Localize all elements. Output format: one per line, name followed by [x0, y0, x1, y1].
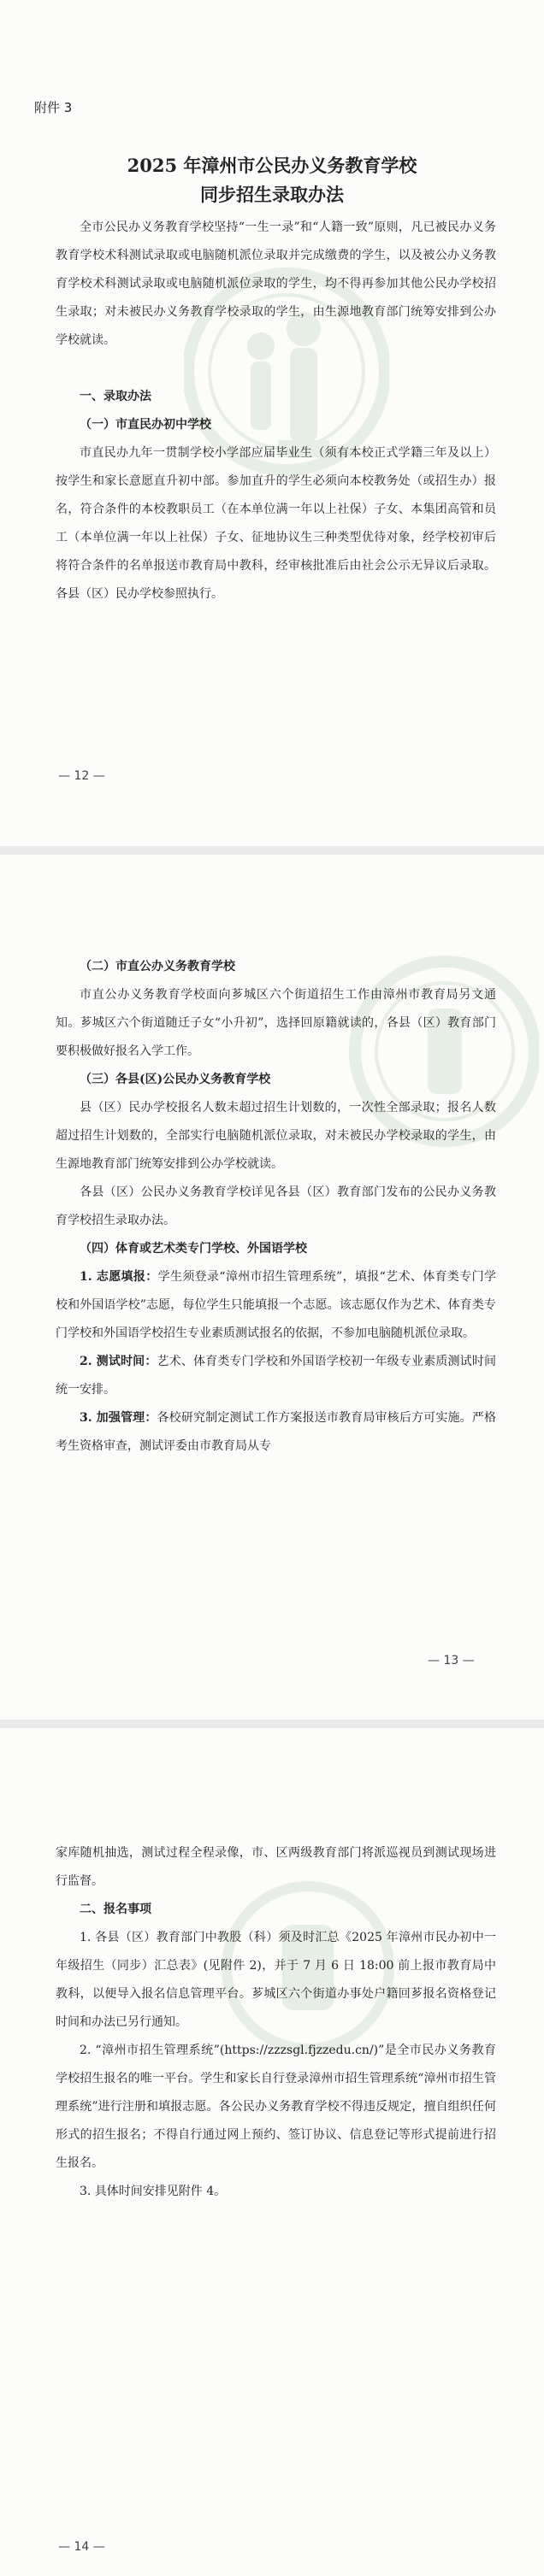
document-title: 2025 年漳州市公民办义务教育学校 [127, 155, 417, 176]
document-page-13 [0, 855, 544, 1720]
subsection-2 [56, 953, 496, 1461]
list-item-2 [56, 1348, 496, 1404]
list-item-text: 各校研究制定测试工作方案报送市教育局审核后方可实施。严格考生资格审查，测试评委由市教育局从专 [56, 1411, 496, 1453]
page-number: — 14 — [58, 2540, 105, 2554]
list-item-1: 1. 各县（区）教育部门中教股（科）须及时汇总《2025 年漳州市民办初中一年级招生（同步）汇总表》(见附件 2)，并于 7 月 6 日 18:00 前上报市教育局中教科，以便导入报名信息管理平台。芗城区六个街道办事处户籍回芗报名资格登记时间和办法已另行通知。 [56, 1931, 496, 2029]
document-page-12 [0, 0, 544, 846]
document-page-14 [0, 1728, 544, 2576]
list-item-3: 3. 具体时间安排见附件 4。 [80, 2185, 227, 2198]
list-item-1 [56, 1263, 496, 1348]
list-item-label: 2. 测试时间： [80, 1355, 157, 1368]
list-item-3 [56, 1404, 496, 1461]
subsection-heading-2: （二）市直公办义务教育学校 [80, 960, 235, 973]
subsection-body-2: 市直公办义务教育学校面向芗城区六个街道招生工作由漳州市教育局另文通知。芗城区六个街道随迁子女“小升初”，选择回原籍就读的，各县（区）教育部门要积极做好报名入学工作。 [56, 988, 496, 1058]
list-item-label: 3. 加强管理： [80, 1411, 157, 1425]
intro-text: 全市公民办义务教育学校坚持“一生一录”和“人籍一致”原则，凡已被民办义务教育学校术科测试录取或电脑随机派位录取并完成缴费的学生，以及被公办义务教育学校术科测试录取或电脑随机派位录取的学生，均不得再参加其他公民办学校招生录取；对未被民办义务教育学校录取的学生，由生源地教育部门统筹安排到公办学校就读。 [56, 221, 496, 347]
intro-paragraph [56, 214, 496, 355]
list-item-text: 学生须登录“漳州市招生管理系统”，填报“艺术、体育类专门学校和外国语学校”志愿，每位学生只能填报一个志愿。该志愿仅作为艺术、体育类专门学校和外国语学校招生专业素质测试报名的依据，不参加电脑随机派位录取。 [56, 1270, 496, 1340]
section-heading-1: 一、录取办法 [80, 390, 151, 403]
subsection-body-1: 市直民办九年一贯制学校小学部应届毕业生（须有本校正式学籍三年及以上）按学生和家长意愿直升初中部。参加直升的学生必须向本校教务处（或招生办）报名，符合条件的本校教职员工（在本单位满一年以上社保）子女、本集团高管和员工（本单位满一年以上社保）子女、征地协议生三种类型优待对象，经学校初审后将符合条件的名单报送市教育局中教科，经审核批准后由社会公示无异议后录取。各县（区）民办学校参照执行。 [56, 446, 496, 601]
registration-section [56, 1839, 496, 2206]
page-number: — 13 — [428, 1654, 475, 1667]
list-item-label: 1. 志愿填报： [80, 1270, 158, 1284]
subsection-body-3b: 各县（区）公民办义务教育学校详见各县（区）教育部门发布的公民办义务教育学校招生录取办法。 [56, 1185, 496, 1227]
subsection-heading-1: （一）市直民办初中学校 [80, 418, 211, 432]
subsection-heading-3: （三）各县(区)公民办义务教育学校 [80, 1073, 271, 1086]
attachment-label: 附件 3 [34, 100, 73, 115]
document-subtitle: 同步招生录取办法 [200, 184, 344, 205]
list-item-2: 2. “漳州市招生管理系统”(https://zzzsgl.fjzzedu.cn/)”是全市民办义务教育学校招生报名的唯一平台。学生和家长自行登录漳州市招生管理系统“漳州市招生管理系统”进行注册和填报志愿。各公民办义务教育学校不得违反规定，擅自组织任何形式的招生报名；不得自行通过网上预约、签订协议、信息登记等形式提前进行招生报名。 [56, 2044, 496, 2170]
continued-text: 家库随机抽选，测试过程全程录像，市、区两级教育部门将派巡视员到测试现场进行监督。 [56, 1846, 496, 1888]
subsection-heading-4: （四）体育或艺术类专门学校、外国语学校 [80, 1242, 307, 1256]
subsection-body-3a: 县（区）民办学校报名人数未超过招生计划数的，一次性全部录取；报名人数超过招生计划数的，全部实行电脑随机派位录取，对未被民办学校录取的学生，由生源地教育部门统筹安排到公办学校就读。 [56, 1101, 496, 1171]
page-number: — 12 — [58, 769, 105, 783]
section-recruitment-method [56, 383, 496, 609]
section-heading-2: 二、报名事项 [80, 1903, 151, 1916]
list-item-text: 艺术、体育类专门学校和外国语学校初一年级专业素质测试时间统一安排。 [56, 1355, 496, 1397]
